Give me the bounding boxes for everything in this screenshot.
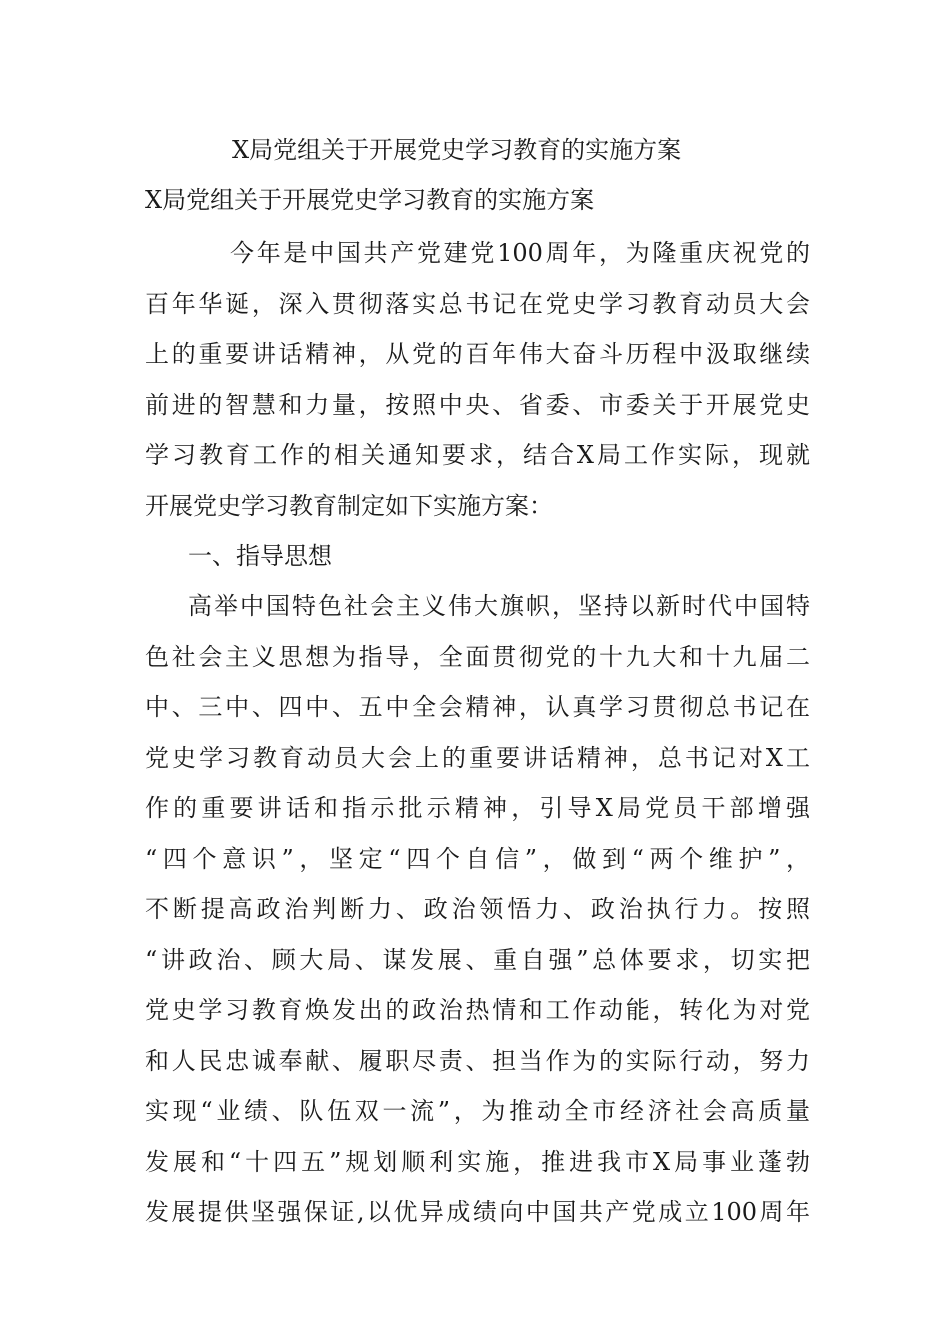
intro-line: 开展党史学习教育制定如下实施方案：	[145, 491, 553, 520]
section-line: 党史学习教育动员大会上的重要讲话精神，总书记对X工	[145, 743, 810, 772]
section-line: 党史学习教育焕发出的政治热情和工作动能，转化为对党	[145, 996, 810, 1024]
intro-line: 百年华诞，深入贯彻落实总书记在党史学习教育动员大会	[145, 289, 810, 318]
intro-line: 今年是中国共产党建党100周年，为隆重庆祝党的	[230, 239, 810, 267]
section-line: 高举中国特色社会主义伟大旗帜，坚持以新时代中国特	[188, 592, 810, 620]
section-line: 作的重要讲话和指示批示精神，引导X局党员干部增强	[145, 794, 810, 822]
section-heading-block	[145, 531, 810, 582]
section-heading: 一、指导思想	[188, 542, 332, 570]
section-line: “讲政治、顾大局、谋发展、重自强”总体要求，切实把	[145, 945, 810, 974]
section-line: 发展和“十四五”规划顺利实施，推进我市X局事业蓬勃	[145, 1147, 810, 1176]
intro-line: 前进的智慧和力量，按照中央、省委、市委关于开展党史	[145, 390, 810, 419]
section-line: 色社会主义思想为指导，全面贯彻党的十九大和十九届二	[145, 642, 810, 671]
intro-paragraph	[145, 228, 810, 531]
section-line: 实现“业绩、队伍双一流”，为推动全市经济社会高质量	[145, 1097, 810, 1125]
intro-line: 上的重要讲话精神，从党的百年伟大奋斗历程中汲取继续	[145, 340, 810, 368]
section-line: 发展提供坚强保证,以优异成绩向中国共产党成立100周年	[145, 1198, 810, 1226]
document-title: X局党组关于开展党史学习教育的实施方案	[232, 136, 682, 164]
section-line: “四个意识”，坚定“四个自信”，做到“两个维护”，	[145, 844, 810, 873]
section-line: 和人民忠诚奉献、履职尽责、担当作为的实际行动，努力	[145, 1046, 810, 1075]
section-line: 中、三中、四中、五中全会精神，认真学习贯彻总书记在	[145, 693, 810, 721]
section-line: 不断提高政治判断力、政治领悟力、政治执行力。按照	[145, 895, 810, 923]
document-subtitle: X局党组关于开展党史学习教育的实施方案	[145, 186, 595, 214]
intro-line: 学习教育工作的相关通知要求，结合X局工作实际，现就	[145, 441, 810, 469]
section-1-paragraph	[145, 581, 810, 1238]
